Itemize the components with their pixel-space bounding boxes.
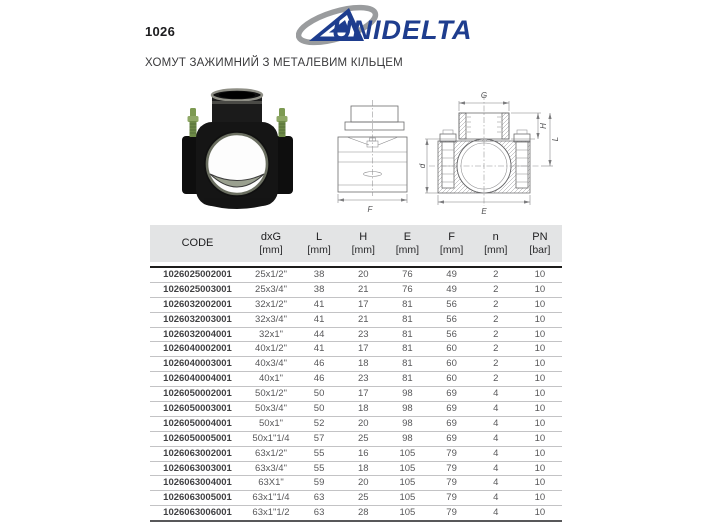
dim-label-d: d — [418, 163, 427, 169]
table-cell: 52 — [313, 417, 325, 429]
col-unit: [mm] — [484, 243, 508, 256]
unidelta-logo — [296, 4, 484, 47]
table-cell: 50x3/4" — [255, 403, 287, 415]
col-header-pn — [518, 225, 562, 262]
bolt-left — [188, 108, 199, 137]
side-view — [338, 100, 407, 214]
table-row — [150, 386, 562, 401]
cell-code: 1026040004001 — [163, 373, 232, 385]
table-cell: 2 — [493, 328, 499, 340]
table-cell: 18 — [357, 358, 369, 370]
table-cell: 69 — [446, 417, 457, 429]
col-unit: [mm] — [307, 243, 331, 256]
table-cell: 79 — [446, 462, 457, 474]
table-cell: 25 — [357, 492, 369, 504]
table-cell: 10 — [534, 432, 546, 444]
table-cell: 32x1/2" — [255, 298, 287, 310]
table-cell: 41 — [313, 313, 325, 325]
col-header-h — [341, 225, 385, 262]
table-cell: 105 — [399, 507, 416, 519]
table-cell: 32x1" — [259, 328, 283, 340]
col-unit: [mm] — [351, 243, 375, 256]
cell-code: 1026063004001 — [163, 477, 232, 489]
table-cell: 4 — [493, 492, 499, 504]
logo-wordmark: UNIDELTA — [332, 15, 473, 45]
table-cell: 25x1/2" — [255, 269, 287, 280]
table-cell: 81 — [402, 343, 413, 355]
table-cell: 41 — [313, 298, 325, 310]
col-label: E — [403, 230, 412, 243]
table-row — [150, 371, 562, 386]
bolt-right — [277, 108, 288, 137]
table-cell: 17 — [357, 298, 369, 310]
table-cell: 81 — [402, 298, 413, 310]
table-cell: 10 — [534, 358, 546, 370]
table-cell: 60 — [446, 343, 457, 355]
table-body — [150, 268, 562, 522]
section-bolt-left — [440, 130, 456, 188]
table-cell: 10 — [534, 343, 546, 355]
table-cell: 98 — [402, 417, 413, 429]
section-bolt-right — [514, 130, 530, 188]
table-cell: 79 — [446, 507, 457, 519]
table-row — [150, 297, 562, 312]
table-cell: 16 — [357, 447, 369, 459]
table-cell: 41 — [313, 343, 325, 355]
table-cell: 2 — [493, 373, 499, 385]
col-label: H — [359, 230, 368, 243]
cell-code: 1026032004001 — [163, 328, 232, 340]
table-cell: 2 — [493, 269, 499, 280]
table-cell: 50x1" — [259, 417, 283, 429]
cell-code: 1026032003001 — [163, 313, 232, 325]
table-cell: 79 — [446, 477, 457, 489]
table-cell: 63x3/4" — [255, 462, 287, 474]
table-cell: 40x1" — [259, 373, 283, 385]
table-row — [150, 268, 562, 282]
table-cell: 56 — [446, 328, 457, 340]
table-cell: 63 — [313, 507, 325, 519]
col-header-l — [297, 225, 341, 262]
cell-code: 1026050003001 — [163, 403, 232, 415]
col-unit: [mm] — [259, 243, 283, 256]
col-unit: [mm] — [439, 243, 464, 256]
table-cell: 21 — [357, 283, 369, 295]
col-label: n — [492, 230, 499, 243]
table-row — [150, 401, 562, 416]
table-cell: 105 — [399, 492, 416, 504]
cell-code: 1026063002001 — [163, 447, 232, 459]
table-cell: 56 — [446, 298, 457, 310]
cell-code: 1026025002001 — [163, 269, 232, 280]
table-cell: 10 — [534, 373, 546, 385]
unidelta-logo-graphic — [296, 4, 484, 47]
table-cell: 105 — [399, 462, 416, 474]
technical-drawing — [331, 84, 561, 217]
page-title: ХОМУТ ЗАЖИМНИЙ З МЕТАЛЕВИМ КІЛЬЦЕМ — [145, 57, 403, 69]
table-cell: 60 — [446, 358, 457, 370]
col-label: L — [316, 230, 323, 243]
table-cell: 55 — [313, 462, 325, 474]
cell-code: 1026025003001 — [163, 283, 232, 295]
table-cell: 23 — [357, 373, 369, 385]
table-cell: 2 — [493, 313, 499, 325]
table-cell: 105 — [399, 447, 416, 459]
table-cell: 28 — [357, 507, 369, 519]
table-cell: 20 — [357, 477, 369, 489]
table-cell: 10 — [534, 507, 546, 519]
cell-code: 1026063005001 — [163, 492, 232, 504]
table-cell: 10 — [534, 492, 546, 504]
table-cell: 18 — [357, 462, 369, 474]
table-cell: 10 — [534, 447, 546, 459]
table-cell: 4 — [493, 462, 499, 474]
col-header-code — [150, 225, 245, 262]
table-cell: 4 — [493, 507, 499, 519]
dim-label-g: G — [480, 91, 488, 100]
table-cell: 38 — [313, 283, 325, 295]
table-cell: 20 — [357, 269, 369, 280]
table-cell: 79 — [446, 492, 457, 504]
col-label: dxG — [260, 230, 282, 243]
table-cell: 79 — [446, 447, 457, 459]
table-cell: 76 — [402, 269, 413, 280]
table-cell: 17 — [357, 343, 369, 355]
table-cell: 50x1/2" — [255, 388, 287, 400]
table-cell: 59 — [313, 477, 325, 489]
table-row — [150, 327, 562, 342]
table-cell: 63X1" — [258, 477, 284, 489]
dim-label-e: E — [481, 207, 487, 216]
table-cell: 32x3/4" — [255, 313, 287, 325]
table-row — [150, 505, 562, 520]
table-cell: 10 — [534, 269, 546, 280]
cell-code: 1026040002001 — [163, 343, 232, 355]
table-cell: 38 — [313, 269, 325, 280]
section-view — [418, 91, 560, 216]
table-cell: 50 — [313, 403, 325, 415]
table-cell: 2 — [493, 343, 499, 355]
cell-code: 1026040003001 — [163, 358, 232, 370]
table-row — [150, 312, 562, 327]
table-cell: 49 — [446, 269, 457, 280]
col-unit: [mm] — [395, 243, 420, 256]
table-row — [150, 446, 562, 461]
table-cell: 4 — [493, 388, 499, 400]
table-row — [150, 431, 562, 446]
cell-code: 1026050005001 — [163, 432, 232, 444]
col-label: CODE — [181, 237, 214, 249]
dimension-drawing — [331, 84, 561, 217]
table-cell: 10 — [534, 417, 546, 429]
table-cell: 81 — [402, 313, 413, 325]
table-cell: 50x1"1/4 — [252, 432, 290, 444]
table-cell: 98 — [402, 388, 413, 400]
dim-label-l: L — [551, 136, 560, 142]
col-header-e — [385, 225, 429, 262]
table-cell: 81 — [402, 373, 413, 385]
table-cell: 4 — [493, 447, 499, 459]
table-cell: 63 — [313, 492, 325, 504]
product-photo — [160, 86, 315, 212]
table-cell: 98 — [402, 403, 413, 415]
cell-code: 1026063006001 — [163, 507, 232, 519]
table-cell: 10 — [534, 388, 546, 400]
product-series-code: 1026 — [145, 24, 176, 39]
table-cell: 40x1/2" — [255, 343, 287, 355]
table-cell: 76 — [402, 283, 413, 295]
table-cell: 49 — [446, 283, 457, 295]
table-cell: 10 — [534, 298, 546, 310]
table-cell: 40x3/4" — [255, 358, 287, 370]
spec-table — [150, 225, 562, 522]
table-cell: 10 — [534, 462, 546, 474]
table-cell: 20 — [357, 417, 369, 429]
table-cell: 4 — [493, 403, 499, 415]
clamp-photo-graphic — [160, 86, 315, 212]
table-cell: 63x1"1/2 — [252, 507, 290, 519]
table-cell: 56 — [446, 313, 457, 325]
table-cell: 63x1/2" — [255, 447, 287, 459]
table-cell: 2 — [493, 298, 499, 310]
table-cell: 4 — [493, 417, 499, 429]
table-cell: 17 — [357, 388, 369, 400]
col-header-dxg — [245, 225, 297, 262]
table-cell: 21 — [357, 313, 369, 325]
table-cell: 4 — [493, 432, 499, 444]
table-row — [150, 356, 562, 371]
table-cell: 63x1"1/4 — [252, 492, 290, 504]
table-row — [150, 461, 562, 476]
col-header-f — [430, 225, 474, 262]
table-cell: 10 — [534, 283, 546, 295]
table-row — [150, 490, 562, 505]
table-cell: 55 — [313, 447, 325, 459]
table-cell: 105 — [399, 477, 416, 489]
table-cell: 57 — [313, 432, 325, 444]
cell-code: 1026063003001 — [163, 462, 232, 474]
table-cell: 10 — [534, 328, 546, 340]
table-cell: 4 — [493, 477, 499, 489]
table-cell: 25x3/4" — [255, 283, 287, 295]
col-label: PN — [532, 230, 548, 243]
cell-code: 1026050002001 — [163, 388, 232, 400]
table-cell: 69 — [446, 432, 457, 444]
col-header-n — [474, 225, 518, 262]
dim-label-h: H — [539, 123, 548, 129]
table-cell: 23 — [357, 328, 369, 340]
table-row — [150, 341, 562, 356]
table-cell: 44 — [313, 328, 325, 340]
table-cell: 81 — [402, 328, 413, 340]
table-row — [150, 282, 562, 297]
table-cell: 2 — [493, 358, 499, 370]
col-label: F — [448, 230, 455, 243]
table-row — [150, 475, 562, 490]
table-cell: 18 — [357, 403, 369, 415]
table-cell: 10 — [534, 477, 546, 489]
table-cell: 60 — [446, 373, 457, 385]
dim-label-f: F — [367, 205, 373, 214]
table-cell: 2 — [493, 283, 499, 295]
col-unit: [bar] — [529, 243, 551, 256]
table-cell: 69 — [446, 388, 457, 400]
table-cell: 50 — [313, 388, 325, 400]
table-cell: 10 — [534, 403, 546, 415]
cell-code: 1026050004001 — [163, 417, 232, 429]
table-header — [150, 225, 562, 262]
table-row — [150, 416, 562, 431]
table-cell: 46 — [313, 373, 325, 385]
table-cell: 81 — [402, 358, 413, 370]
table-cell: 10 — [534, 313, 546, 325]
table-cell: 69 — [446, 403, 457, 415]
table-cell: 98 — [402, 432, 413, 444]
cell-code: 1026032002001 — [163, 298, 232, 310]
table-cell: 46 — [313, 358, 325, 370]
table-cell: 25 — [357, 432, 369, 444]
